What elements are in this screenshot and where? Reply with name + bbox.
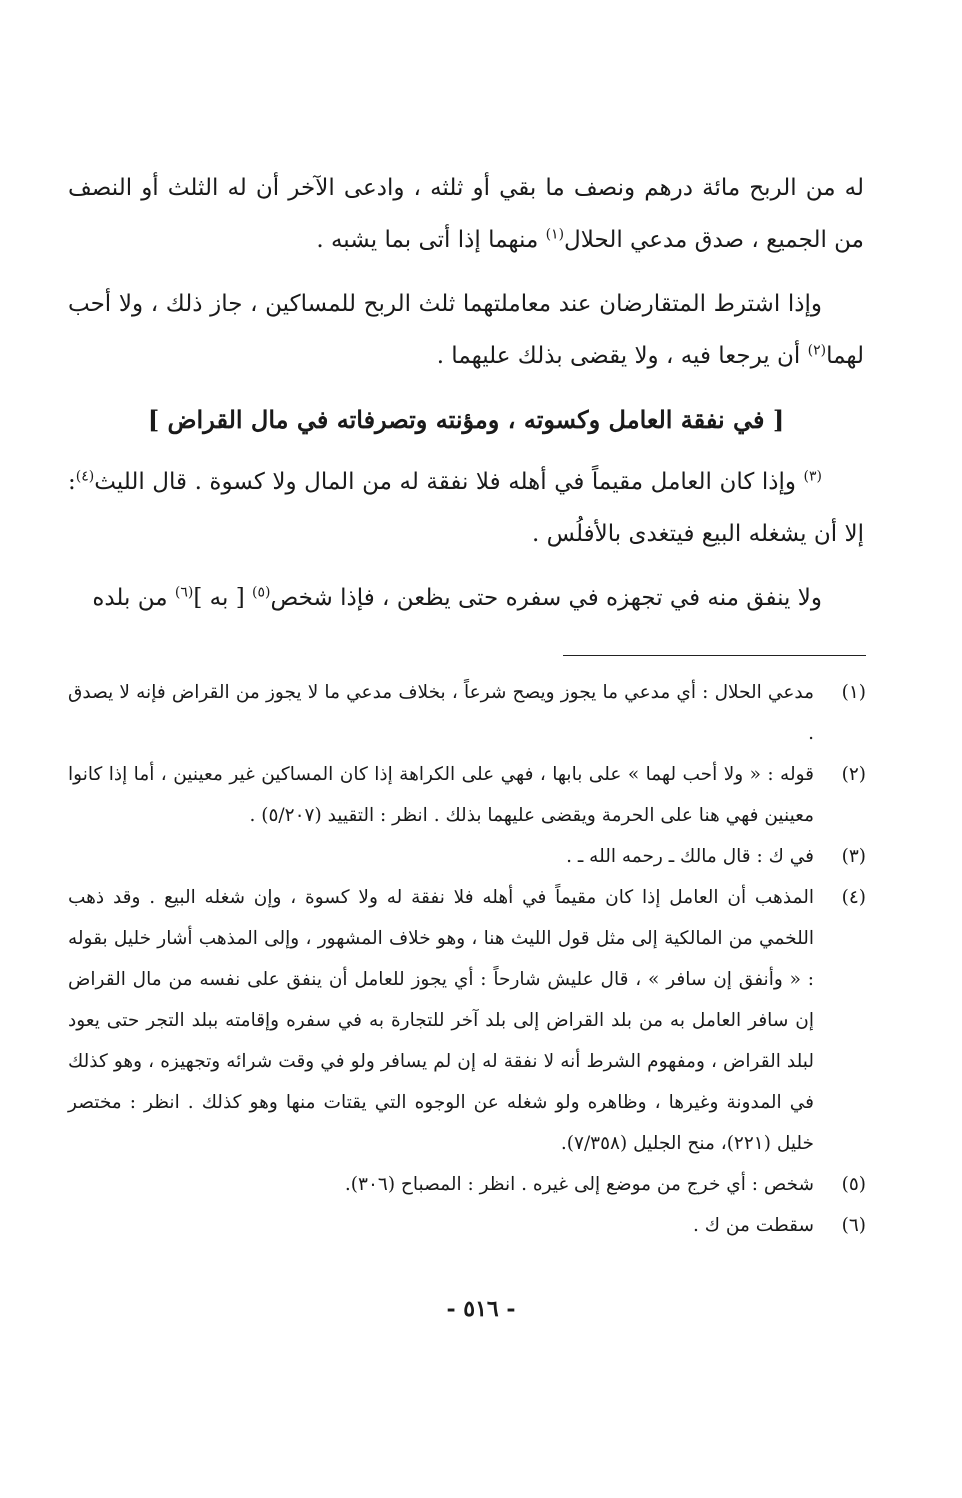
- footnote-2: [68, 754, 866, 836]
- paragraph-1: [68, 162, 864, 266]
- footnote-text: سقطت من ك .: [693, 1215, 814, 1236]
- footnote-text: في ك : قال مالك ـ رحمه الله ـ .: [566, 846, 814, 867]
- footnote-number: (٣): [841, 846, 866, 867]
- paragraph-3: [68, 456, 864, 560]
- footnote-separator: [563, 655, 866, 656]
- footnote-ref-6: (٦): [174, 584, 194, 601]
- footnote-text: قوله : « ولا أحب لهما » على بابها ، فهي على الكراهة إذا كان المساكين غير معينين ، أما إذا كانوا معينين فهي هنا على الحرمة ويقضى عليهما بذلك . انظر : التقييد (٥/٢٠٧) .: [68, 764, 814, 826]
- footnote-text: شخص : أي خرج من موضع إلى غيره . انظر : المصباح (٣٠٦).: [344, 1174, 814, 1195]
- paragraph-3-end: : إلا أن يشغله البيع فيتغدى بالأفلُس .: [68, 469, 864, 547]
- footnote-number: (٢): [841, 764, 866, 785]
- page-number: - ٥١٦ -: [446, 1296, 516, 1322]
- footnote-number: (٥): [841, 1174, 866, 1195]
- paragraph-4-bracket: [ به ]: [193, 585, 252, 611]
- paragraph-4-text: ولا ينفق منه في تجهزه في سفره حتى يظعن ، فإذا شخص: [270, 585, 822, 611]
- footnotes: [68, 672, 866, 1246]
- paragraph-1-text: له من الربح مائة درهم ونصف ما بقي أو ثلثه ، وادعى الآخر أن له الثلث أو النصف من الجميع ، صدق مدعي الحلال: [68, 175, 864, 253]
- footnote-ref-1: (١): [545, 226, 565, 243]
- paragraph-2-end: أن يرجعا فيه ، ولا يقضى بذلك عليهما .: [436, 343, 808, 369]
- footnote-ref-4: (٤): [75, 468, 95, 485]
- footnote-5: [68, 1164, 866, 1205]
- paragraph-2-text: وإذا اشترط المتقارضان عند معاملتهما ثلث الربح للمساكين ، جاز ذلك ، ولا أحب لهما: [68, 291, 864, 369]
- footnote-number: (٦): [841, 1215, 866, 1236]
- footnote-ref-2: (٢): [807, 342, 827, 359]
- paragraph-2: [68, 278, 864, 382]
- paragraph-1-end: منهما إذا أتى بما يشبه .: [316, 227, 546, 253]
- section-heading: [ في نفقة العامل وكسوته ، ومؤنته وتصرفاته في مال القراض ]: [147, 405, 785, 434]
- footnote-ref-5: (٥): [252, 584, 271, 601]
- main-text: [68, 162, 864, 636]
- footnote-text: المذهب أن العامل إذا كان مقيماً في أهله فلا نفقة له ولا كسوة ، وإن شغله البيع . وقد ذهب اللخمي من المالكية إلى مثل قول الليث هنا ، وهو خلاف المشهور ، وإلى المذهب أشار خليل بقوله : « وأنفق إن سافر » ، قال عليش شارحاً : أي يجوز للعامل أن ينفق على نفسه من مال القراض إن سافر العامل به من بلد القراض إلى بلد آخر للتجارة به في سفره وإقامته ببلد التجر حتى يعود لبلد القراض ، ومفهوم الشرط أنه لا نفقة له إن لم يسافر ولو في وقت شرائه وتجهيزه ، وهو كذلك في المدونة وغيرها ، وظاهره ولو شغله عن الوجوه التي يقتات منها وهو كذلك . انظر : مختصر خليل (٢٢١)، منح الجليل (٧/٣٥٨).: [68, 887, 814, 1154]
- footnote-text: مدعي الحلال : أي مدعي ما يجوز ويصح شرعاً ، بخلاف مدعي ما لا يجوز من القراض فإنه لا يصدق .: [68, 682, 814, 744]
- footnote-3: [68, 836, 866, 877]
- footnote-ref-3: (٣): [803, 468, 822, 485]
- footnote-1: [68, 672, 866, 754]
- footnote-number: (٤): [841, 887, 866, 908]
- footnote-number: (١): [841, 682, 866, 703]
- footnote-4: [68, 877, 866, 1164]
- footnote-6: [68, 1205, 866, 1246]
- paragraph-4-end: من بلده: [92, 585, 175, 611]
- paragraph-3-text: وإذا كان العامل مقيماً في أهله فلا نفقة له من المال ولا كسوة . قال الليث: [94, 469, 804, 495]
- paragraph-4: [68, 572, 864, 624]
